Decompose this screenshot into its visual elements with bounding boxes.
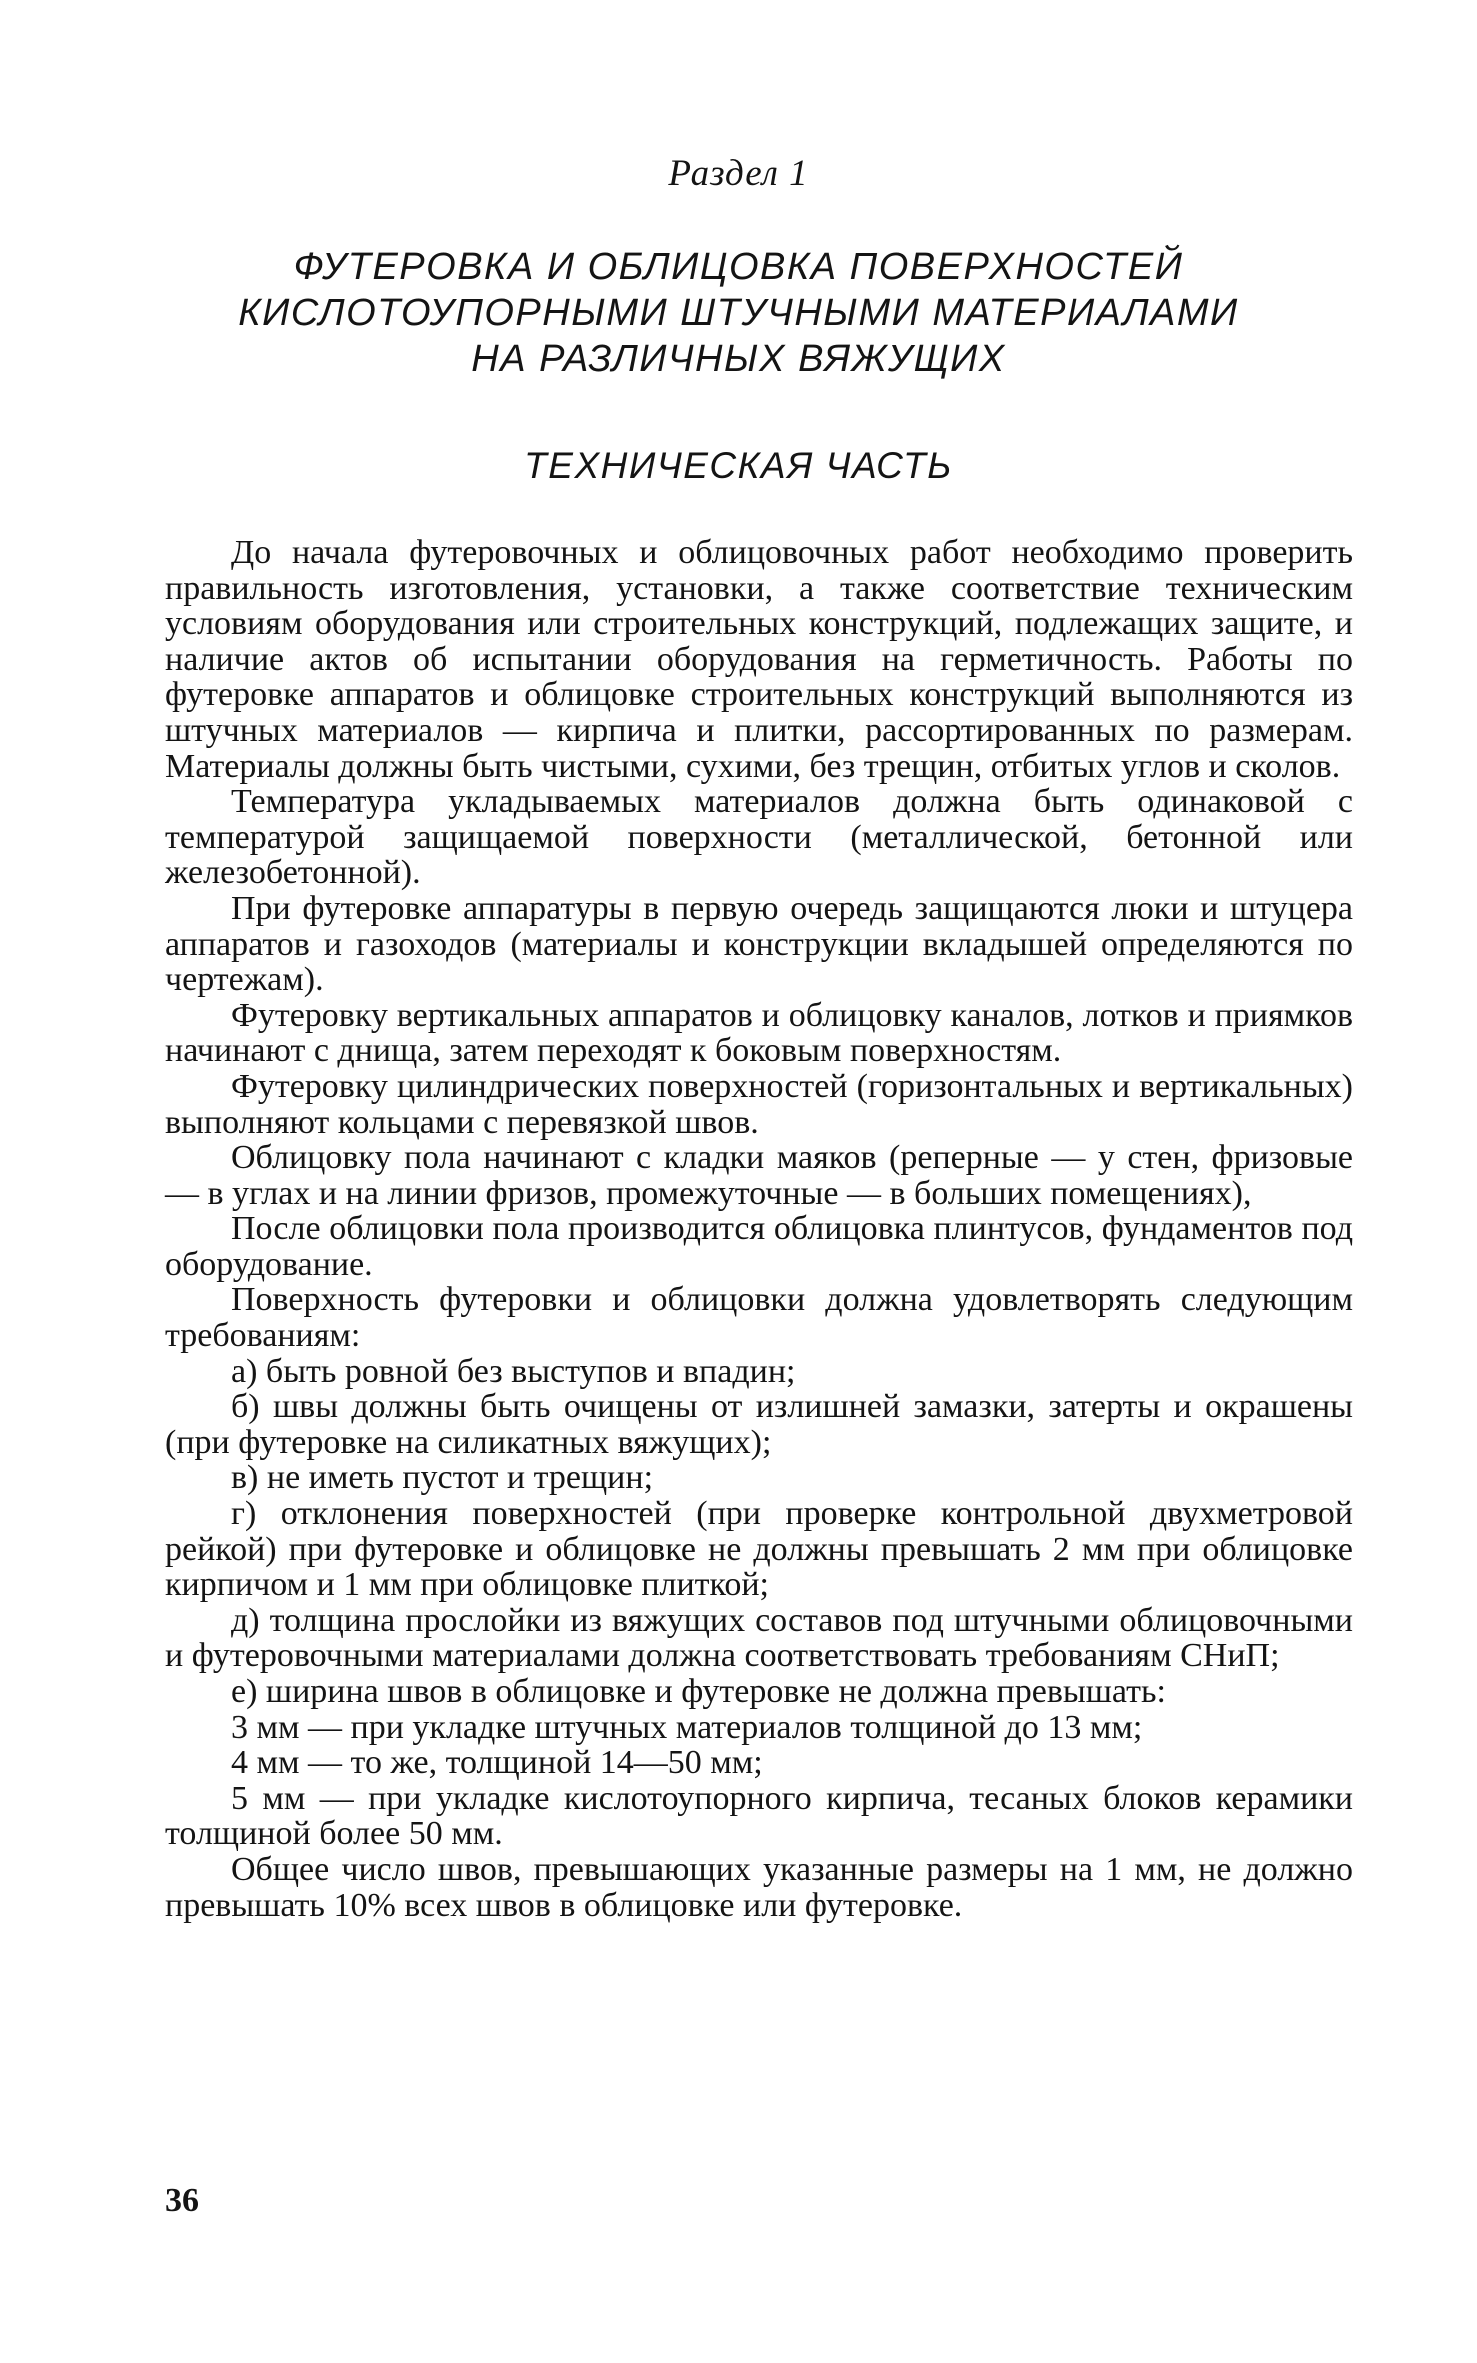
body-text: [165, 535, 1353, 1923]
joint-width-item: 3 мм — при укладке штучных материалов толщиной до 13 мм;: [231, 1708, 1143, 1746]
chapter-title: [0, 244, 1477, 382]
paragraph: После облицовки пола производится облицовка плинтусов, фундаментов под оборудование.: [165, 1210, 1353, 1283]
section-label: Раздел 1: [668, 153, 809, 194]
paragraph: Облицовку пола начинают с кладки маяков (реперные — у стен, фризовые — в углах и на линии фризов, промежуточные — в больших помещениях),: [165, 1139, 1353, 1212]
paragraph: Футеровку цилиндрических поверхностей (горизонтальных и вертикальных) выполняют кольцами с перевязкой швов.: [165, 1067, 1353, 1141]
requirement-item: б) швы должны быть очищены от излишней замазки, затерты и окрашены (при футеровке на силикатных вяжущих);: [165, 1388, 1353, 1461]
joint-width-item: 5 мм — при укладке кислотоупорного кирпича, тесаных блоков керамики толщиной более 50 мм.: [165, 1779, 1353, 1853]
requirement-item: а) быть ровной без выступов и впадин;: [231, 1352, 796, 1390]
chapter-title-line: НА РАЗЛИЧНЫХ ВЯЖУЩИХ: [471, 338, 1006, 380]
chapter-title-line: ФУТЕРОВКА И ОБЛИЦОВКА ПОВЕРХНОСТЕЙ: [293, 246, 1184, 288]
paragraph: При футеровке аппаратуры в первую очередь защищаются люки и штуцера аппаратов и газоходов (материалы и конструкции вкладышей определяются по чертежам).: [165, 889, 1353, 999]
closing-paragraph: Общее число швов, превышающих указанные размеры на 1 мм, не должно превышать 10% всех швов в облицовке или футеровке.: [165, 1850, 1353, 1924]
subsection-title: ТЕХНИЧЕСКАЯ ЧАСТЬ: [524, 445, 953, 486]
paragraph: Температура укладываемых материалов должна быть одинаковой с температурой защищаемой поверхности (металлической, бетонной или железобетонной).: [165, 783, 1353, 892]
paragraph: Поверхность футеровки и облицовки должна удовлетворять следующим требованиям:: [165, 1281, 1353, 1355]
paragraph: Футеровку вертикальных аппаратов и облицовку каналов, лотков и приямков начинают с днища, затем переходят к боковым поверхностям.: [165, 996, 1353, 1070]
requirement-item: е) ширина швов в облицовке и футеровке не должна превышать:: [231, 1673, 1166, 1710]
chapter-title-line: КИСЛОТОУПОРНЫМИ ШТУЧНЫМИ МАТЕРИАЛАМИ: [238, 292, 1239, 334]
joint-width-item: 4 мм — то же, толщиной 14—50 мм;: [231, 1744, 763, 1782]
requirement-item: в) не иметь пустот и трещин;: [231, 1459, 654, 1497]
page-number: 36: [165, 2182, 199, 2219]
requirement-item: д) толщина прослойки из вяжущих составов под штучными облицовочными и футеровочными материалами должна соответствовать требованиям СНиП;: [165, 1601, 1353, 1675]
paragraph: До начала футеровочных и облицовочных работ необходимо проверить правильность изготовления, установки, а также соответствие техническим условиям оборудования или строительных конструкций, подлежащих защите, и наличие актов об испытании оборудования на герметичность. Работы по футеровке аппаратов и облицовке строительных конструкций выполняются из штучных материалов — кирпича и плитки, рассортированных по размерам. Материалы должны быть чистыми, сухими, без трещин, отбитых углов и сколов.: [165, 534, 1353, 785]
requirement-item: г) отклонения поверхностей (при проверке контрольной двухметровой рейкой) при футеровке и облицовке не должны превышать 2 мм при облицовке кирпичом и 1 мм при облицовке плиткой;: [165, 1495, 1353, 1604]
